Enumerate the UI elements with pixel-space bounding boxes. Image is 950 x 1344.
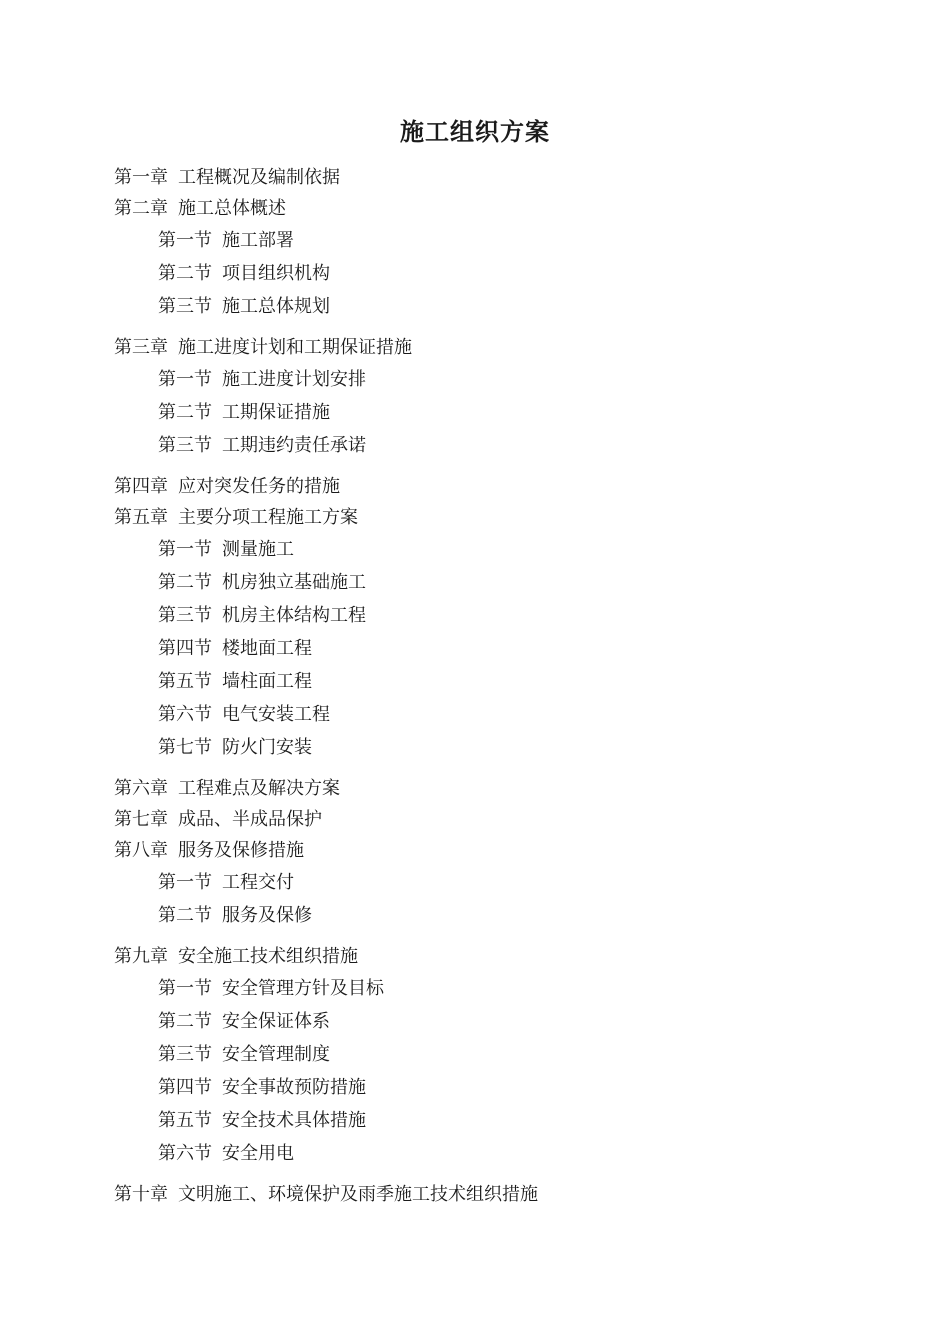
section-number: 第五节 [158, 671, 212, 692]
section-number: 第一节 [158, 978, 212, 999]
section-title: 机房独立基础施工 [222, 572, 366, 593]
toc-section [114, 1038, 874, 1071]
toc-section [114, 632, 874, 665]
chapter-title: 施工进度计划和工期保证措施 [178, 337, 412, 358]
section-title: 测量施工 [222, 539, 294, 560]
section-title: 电气安装工程 [222, 704, 330, 725]
toc-section [114, 396, 874, 429]
chapter-title: 文明施工、环境保护及雨季施工技术组织措施 [178, 1184, 538, 1205]
section-title: 施工进度计划安排 [222, 369, 366, 390]
toc-chapter [114, 502, 874, 533]
section-number: 第三节 [158, 435, 212, 456]
table-of-contents [114, 162, 874, 1219]
section-title: 工程交付 [222, 872, 294, 893]
toc-section [114, 533, 874, 566]
chapter-title: 服务及保修措施 [178, 840, 304, 861]
section-title: 工期保证措施 [222, 402, 330, 423]
section-number: 第七节 [158, 737, 212, 758]
section-title: 项目组织机构 [222, 263, 330, 284]
section-title: 施工部署 [222, 230, 294, 251]
chapter-number: 第二章 [114, 198, 168, 219]
chapter-number: 第六章 [114, 778, 168, 799]
chapter-title: 安全施工技术组织措施 [178, 946, 358, 967]
section-number: 第三节 [158, 1044, 212, 1065]
chapter-title: 成品、半成品保护 [178, 809, 322, 830]
section-number: 第四节 [158, 638, 212, 659]
section-number: 第二节 [158, 402, 212, 423]
section-number: 第一节 [158, 872, 212, 893]
toc-chapter [114, 773, 874, 804]
section-number: 第二节 [158, 263, 212, 284]
toc-chapter [114, 471, 874, 502]
section-number: 第一节 [158, 539, 212, 560]
toc-section [114, 1104, 874, 1137]
toc-chapter [114, 804, 874, 835]
toc-group-5 [114, 941, 874, 1170]
section-number: 第四节 [158, 1077, 212, 1098]
chapter-title: 工程难点及解决方案 [178, 778, 340, 799]
toc-chapter [114, 332, 874, 363]
toc-section [114, 972, 874, 1005]
toc-section [114, 698, 874, 731]
chapter-number: 第十章 [114, 1184, 168, 1205]
toc-section [114, 429, 874, 462]
section-title: 安全保证体系 [222, 1011, 330, 1032]
section-title: 安全用电 [222, 1143, 294, 1164]
chapter-title: 工程概况及编制依据 [178, 167, 340, 188]
chapter-number: 第一章 [114, 167, 168, 188]
chapter-number: 第九章 [114, 946, 168, 967]
section-title: 工期违约责任承诺 [222, 435, 366, 456]
toc-section [114, 1005, 874, 1038]
chapter-title: 应对突发任务的措施 [178, 476, 340, 497]
toc-section [114, 1137, 874, 1170]
section-title: 楼地面工程 [222, 638, 312, 659]
section-number: 第六节 [158, 704, 212, 725]
chapter-title: 施工总体概述 [178, 198, 286, 219]
section-title: 施工总体规划 [222, 296, 330, 317]
section-title: 安全事故预防措施 [222, 1077, 366, 1098]
toc-group-3 [114, 471, 874, 764]
section-number: 第三节 [158, 605, 212, 626]
toc-chapter [114, 162, 874, 193]
toc-group-2 [114, 332, 874, 462]
toc-section [114, 665, 874, 698]
toc-chapter [114, 941, 874, 972]
toc-chapter [114, 1179, 874, 1210]
section-number: 第六节 [158, 1143, 212, 1164]
section-number: 第二节 [158, 572, 212, 593]
section-title: 防火门安装 [222, 737, 312, 758]
section-title: 安全技术具体措施 [222, 1110, 366, 1131]
document-title: 施工组织方案 [400, 117, 550, 146]
toc-section [114, 1071, 874, 1104]
section-number: 第一节 [158, 230, 212, 251]
toc-chapter [114, 193, 874, 224]
chapter-title: 主要分项工程施工方案 [178, 507, 358, 528]
toc-section [114, 899, 874, 932]
chapter-number: 第八章 [114, 840, 168, 861]
section-title: 安全管理制度 [222, 1044, 330, 1065]
toc-group-1 [114, 162, 874, 323]
chapter-number: 第四章 [114, 476, 168, 497]
section-number: 第一节 [158, 369, 212, 390]
toc-section [114, 224, 874, 257]
chapter-number: 第七章 [114, 809, 168, 830]
toc-section [114, 566, 874, 599]
chapter-number: 第五章 [114, 507, 168, 528]
section-title: 机房主体结构工程 [222, 605, 366, 626]
toc-section [114, 866, 874, 899]
toc-section [114, 599, 874, 632]
toc-section [114, 257, 874, 290]
section-title: 安全管理方针及目标 [222, 978, 384, 999]
toc-group-4 [114, 773, 874, 932]
section-number: 第五节 [158, 1110, 212, 1131]
toc-section [114, 731, 874, 764]
section-number: 第二节 [158, 1011, 212, 1032]
toc-section [114, 363, 874, 396]
section-number: 第三节 [158, 296, 212, 317]
toc-group-6 [114, 1179, 874, 1210]
section-number: 第二节 [158, 905, 212, 926]
toc-chapter [114, 835, 874, 866]
chapter-number: 第三章 [114, 337, 168, 358]
toc-section [114, 290, 874, 323]
section-title: 墙柱面工程 [222, 671, 312, 692]
section-title: 服务及保修 [222, 905, 312, 926]
